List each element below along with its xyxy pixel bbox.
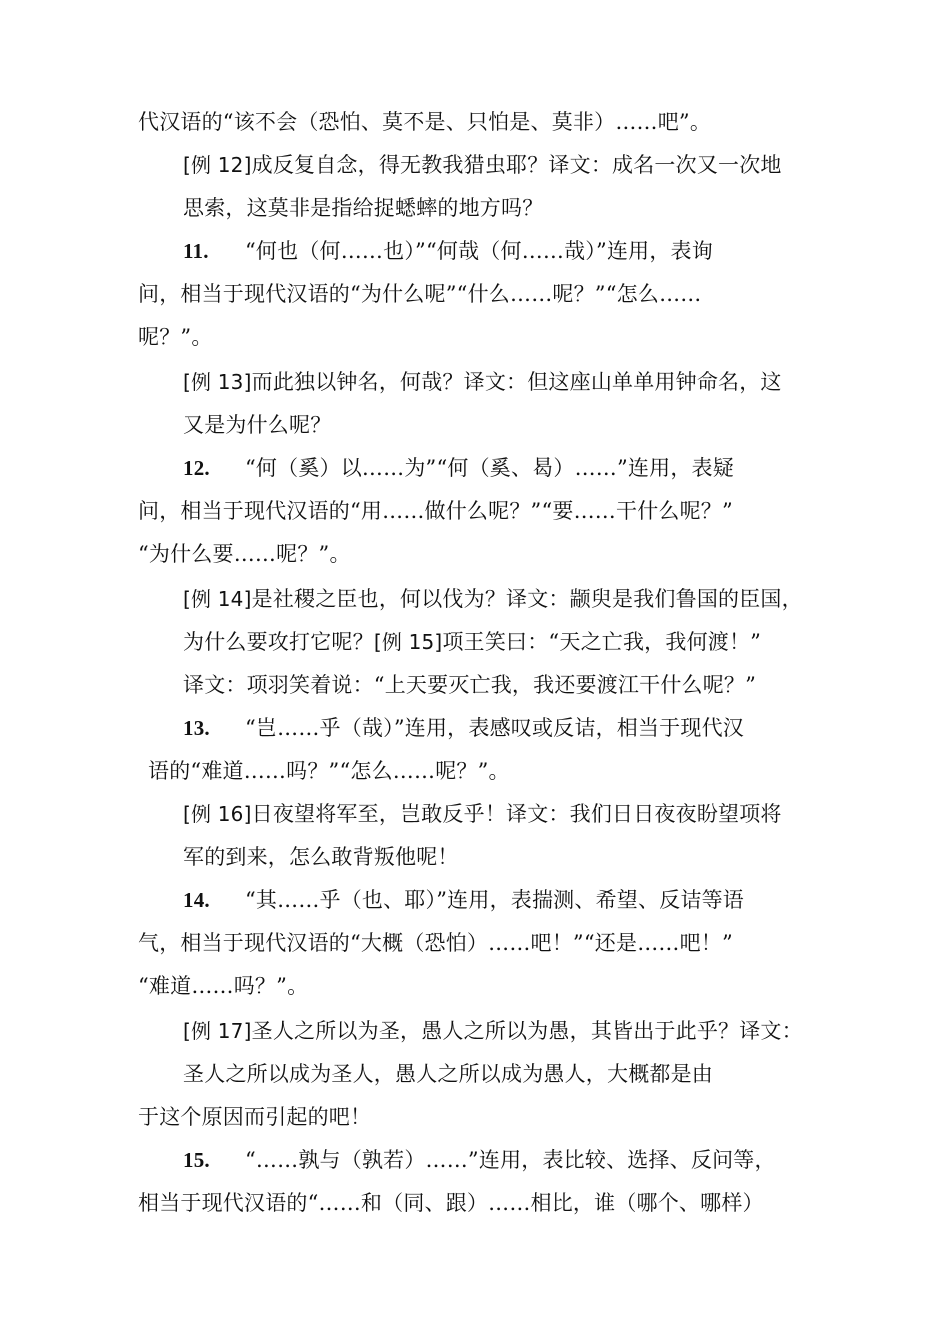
line-text: 气，相当于现代汉语的“大概（恐怕）……吧！”“还是……吧！” (138, 931, 733, 955)
line-text: 相当于现代汉语的“……和（同、跟）……相比，谁（哪个、哪样） (138, 1191, 764, 1215)
text-line-11 (138, 540, 351, 568)
line-text: 译文：项羽笑着说：“上天要灭亡我，我还要渡江干什么呢？” (183, 673, 757, 697)
example-label: [例 17] (183, 1019, 252, 1043)
line-text: “何也（何……也）”“何哉（何……哉）”连用，表询 (245, 239, 713, 263)
text-line-21 (138, 972, 308, 1000)
line-text: “其……乎（也、耶）”连用，表揣测、希望、反诘等语 (245, 888, 744, 912)
item-number: 11. (183, 239, 209, 263)
item-11-line (183, 237, 713, 265)
line-text: “难道……吗？”。 (138, 974, 309, 998)
line-text: “为什么要……呢？”。 (138, 542, 351, 566)
item-number: 12. (183, 456, 210, 480)
line-text: 是社稷之臣也，何以伐为？译文：颛臾是我们鲁国的臣国， (251, 587, 803, 611)
text-line-8 (183, 411, 331, 439)
line-text: 思索，这莫非是指给捉蟋蟀的地方吗？ (183, 196, 544, 220)
example-12-line (183, 151, 782, 179)
item-12-line (183, 454, 734, 482)
text-line-6 (138, 323, 213, 351)
line-text: “何（奚）以……为”“何（奚、曷）……”连用，表疑 (245, 456, 734, 480)
item-number: 13. (183, 716, 210, 740)
line-text: 问，相当于现代汉语的“为什么呢”“什么……呢？”“怎么…… (138, 282, 702, 306)
item-13-line (183, 714, 744, 742)
line-text: 项王笑曰：“天之亡我，我何渡！” (442, 630, 762, 654)
text-line-3 (183, 194, 543, 222)
line-text: 于这个原因而引起的吧！ (138, 1105, 372, 1129)
item-number: 15. (183, 1148, 210, 1172)
line-text: 为什么要攻打它呢？ (183, 630, 374, 654)
text-line-23 (183, 1060, 713, 1088)
example-15-line (183, 628, 761, 656)
text-line-1 (138, 108, 711, 136)
line-text: “岂……乎（哉）”连用，表感叹或反诘，相当于现代汉 (245, 716, 744, 740)
line-text: 语的“难道……吗？”“怎么……呢？”。 (148, 759, 510, 783)
text-line-14 (183, 671, 756, 699)
line-text: 而此独以钟名，何哉？译文：但这座山单单用钟命名，这 (251, 370, 782, 394)
item-number: 14. (183, 888, 210, 912)
line-text: 圣人之所以成为圣人，愚人之所以成为愚人，大概都是由 (183, 1062, 713, 1086)
text-line-24 (138, 1103, 371, 1131)
line-text: 日夜望将军至，岂敢反乎！译文：我们日日夜夜盼望项将 (251, 802, 782, 826)
example-label: [例 15] (373, 630, 443, 654)
text-line-10 (138, 497, 733, 525)
example-13-line (183, 368, 782, 396)
line-text: 代汉语的“该不会（恐怕、莫不是、只怕是、莫非）……吧”。 (138, 110, 712, 134)
text-line-18 (183, 843, 459, 871)
text-line-26 (138, 1189, 764, 1217)
item-14-line (183, 886, 744, 914)
text-line-20 (138, 929, 733, 957)
line-text: “……孰与（孰若）……”连用，表比较、选择、反问等， (245, 1148, 776, 1172)
line-text: 成反复自念，得无教我猎虫耶？译文：成名一次又一次地 (251, 153, 782, 177)
example-16-line (183, 800, 782, 828)
line-text: 呢？”。 (138, 325, 213, 349)
line-text: 又是为什么呢？ (183, 413, 332, 437)
line-text: 问，相当于现代汉语的“用……做什么呢？”“要……干什么呢？” (138, 499, 733, 523)
line-text: 军的到来，怎么敢背叛他呢！ (183, 845, 459, 869)
example-14-line (183, 585, 803, 613)
example-label: [例 16] (183, 802, 252, 826)
line-text: 圣人之所以为圣，愚人之所以为愚，其皆出于此乎？译文： (251, 1019, 803, 1043)
example-label: [例 12] (183, 153, 252, 177)
example-label: [例 14] (183, 587, 252, 611)
item-15-line (183, 1146, 776, 1174)
text-line-5 (138, 280, 701, 308)
example-label: [例 13] (183, 370, 252, 394)
text-line-16 (148, 757, 510, 785)
example-17-line (183, 1017, 803, 1045)
